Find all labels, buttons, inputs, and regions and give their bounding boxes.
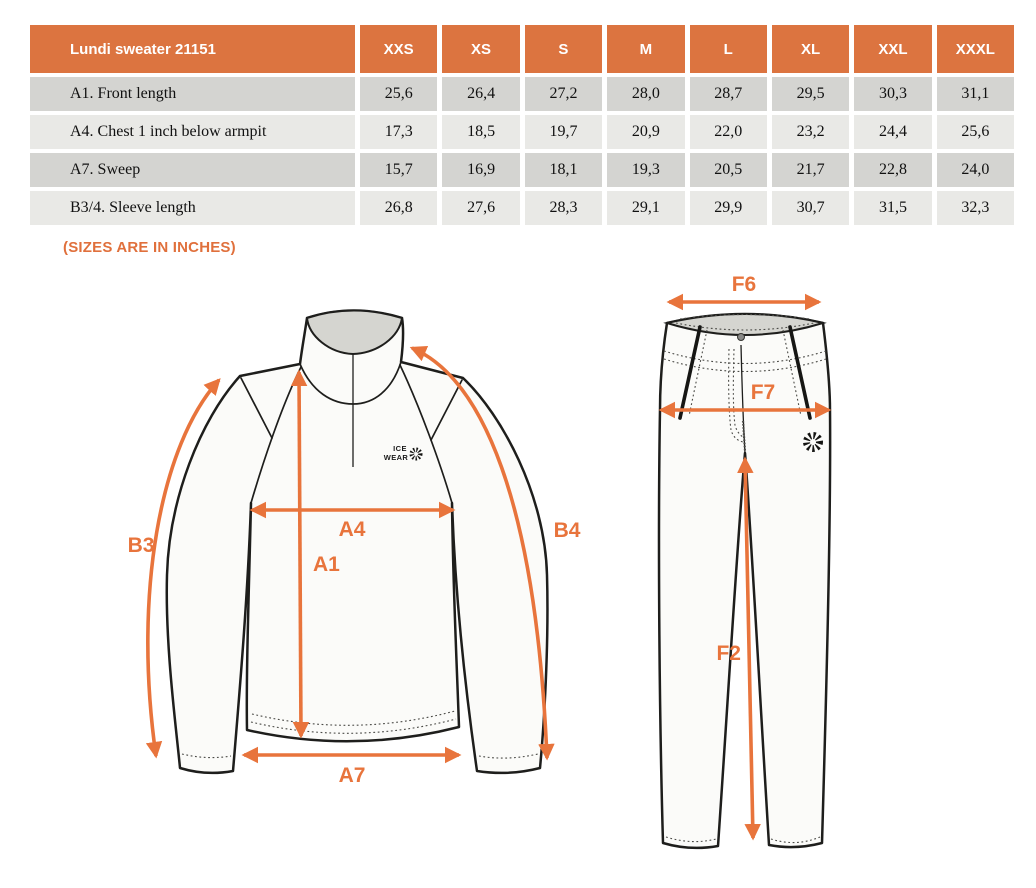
cell-value: 17,3 [360,115,437,149]
row-label-sleeve-length: B3/4. Sleeve length [30,191,355,225]
cell-value: 32,3 [937,191,1014,225]
pants-drawing [659,314,830,848]
sweater-body-outline [167,311,548,773]
sweater-drawing [167,311,548,773]
label-f7: F7 [750,381,776,404]
cell-value: 31,1 [937,77,1014,111]
cell-value: 25,6 [937,115,1014,149]
cell-value: 29,1 [607,191,684,225]
label-a7: A7 [338,764,366,787]
cell-value: 15,7 [360,153,437,187]
cell-value: 19,7 [525,115,602,149]
brand-logo-text-line2: WEAR [383,453,409,462]
table-title: Lundi sweater 21151 [30,25,355,73]
cell-value: 28,3 [525,191,602,225]
cell-value: 26,4 [442,77,519,111]
label-f6: F6 [731,275,757,296]
size-header-xxl: XXL [854,25,931,73]
cell-value: 28,7 [690,77,767,111]
label-a4: A4 [338,518,366,541]
cell-value: 22,8 [854,153,931,187]
size-header-xxs: XXS [360,25,437,73]
cell-value: 27,6 [442,191,519,225]
cell-value: 18,1 [525,153,602,187]
cell-value: 29,5 [772,77,849,111]
size-table [30,25,1014,225]
size-header-xxxl: XXXL [937,25,1014,73]
cell-value: 20,9 [607,115,684,149]
label-b4: B4 [553,519,581,542]
cell-value: 24,0 [937,153,1014,187]
cell-value: 22,0 [690,115,767,149]
cell-value: 29,9 [690,191,767,225]
sweater-diagram [120,290,600,810]
row-label-chest: A4. Chest 1 inch below armpit [30,115,355,149]
label-a1: A1 [313,553,340,576]
cell-value: 27,2 [525,77,602,111]
cell-value: 26,8 [360,191,437,225]
row-label-front-length: A1. Front length [30,77,355,111]
row-label-sweep: A7. Sweep [30,153,355,187]
waist-button [738,334,745,341]
label-f2: F2 [716,642,741,665]
cell-value: 21,7 [772,153,849,187]
size-header-xl: XL [772,25,849,73]
size-header-xs: XS [442,25,519,73]
cell-value: 28,0 [607,77,684,111]
cell-value: 16,9 [442,153,519,187]
cell-value: 18,5 [442,115,519,149]
size-header-l: L [690,25,767,73]
pants-diagram [630,275,860,875]
cell-value: 19,3 [607,153,684,187]
cell-value: 30,7 [772,191,849,225]
cell-value: 25,6 [360,77,437,111]
label-b3: B3 [127,534,155,557]
cell-value: 23,2 [772,115,849,149]
front-length-arrow [299,372,301,736]
cell-value: 30,3 [854,77,931,111]
cell-value: 24,4 [854,115,931,149]
units-note: (SIZES ARE IN INCHES) [63,239,236,256]
cell-value: 20,5 [690,153,767,187]
cell-value: 31,5 [854,191,931,225]
size-header-s: S [525,25,602,73]
size-header-m: M [607,25,684,73]
brand-logo-text-line1: ICE [393,444,407,453]
